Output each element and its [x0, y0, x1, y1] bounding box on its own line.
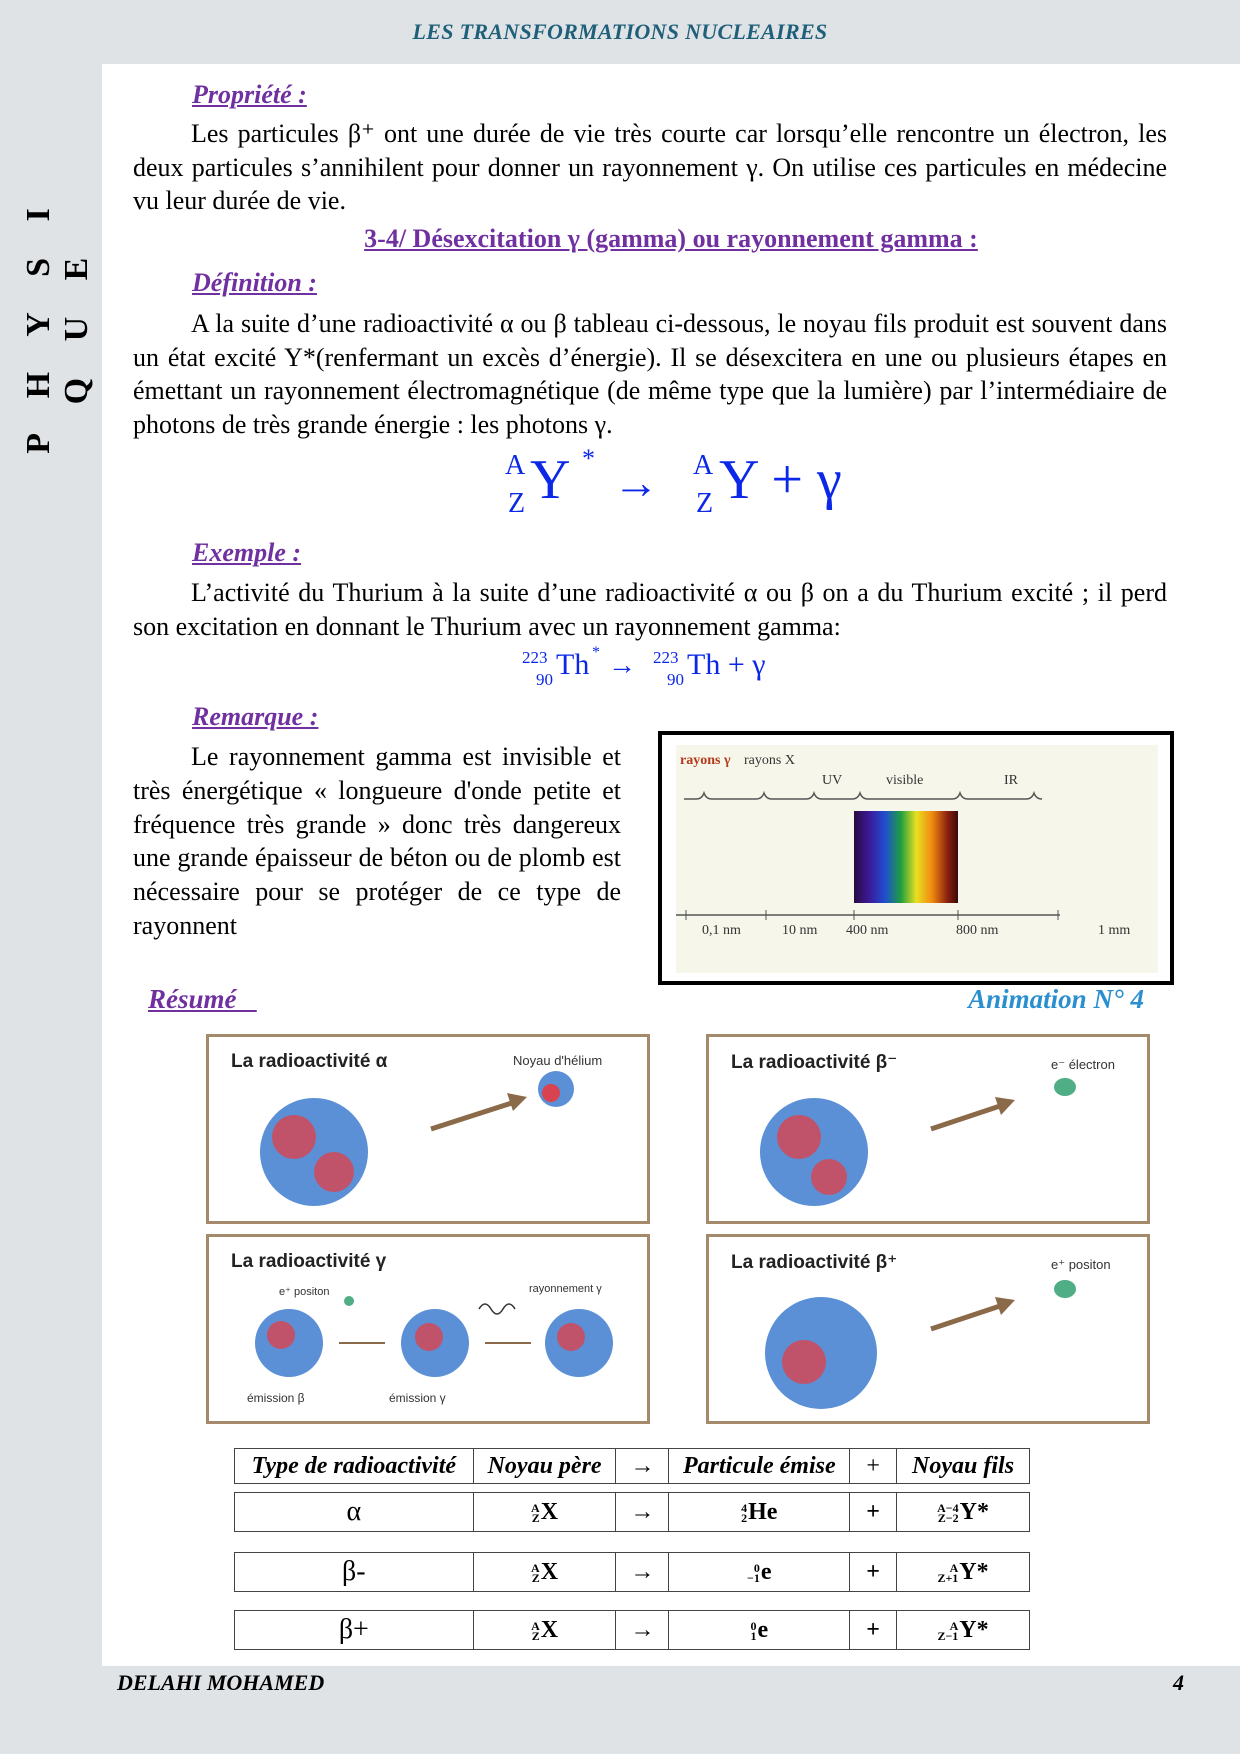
- label-10nm: 10 nm: [782, 923, 818, 938]
- son-nuclide: Y*: [959, 1616, 989, 1643]
- remarque-heading: Remarque :: [192, 702, 319, 731]
- proton-cluster: [272, 1115, 316, 1159]
- label-800nm: 800 nm: [956, 923, 999, 938]
- label-1mm: 1 mm: [1098, 923, 1131, 938]
- table-row: [234, 1552, 1030, 1592]
- exemple-heading: Exemple :: [192, 538, 302, 567]
- eq1-mass-number: A: [505, 450, 526, 481]
- row-beta-plus-son: [897, 1611, 1030, 1650]
- panel-beta-minus-title: La radioactivité β⁻: [731, 1052, 898, 1073]
- sub: Z: [531, 1510, 540, 1525]
- th-arrow: →: [616, 1449, 669, 1484]
- propriete-heading: Propriété :: [192, 80, 307, 109]
- nucleus-alpha: [260, 1098, 368, 1206]
- propriete-text: Les particules β⁺ ont une durée de vie très courte car lorsqu’elle rencontre un électron, les deux particules s’annihilent pour donner un rayonnement γ. On utilise ces particules en médecine vu leur durée de vie.: [133, 119, 1167, 215]
- particle: He: [748, 1498, 778, 1525]
- row-alpha-son: [897, 1493, 1030, 1532]
- row-beta-minus-particle: [669, 1553, 850, 1592]
- row-beta-plus-plus: +: [850, 1611, 897, 1650]
- subject-label: [20, 164, 95, 484]
- th-type: Type de radioactivité: [235, 1449, 474, 1484]
- particle: e: [760, 1558, 772, 1585]
- eq2-mass-number-2: 223: [653, 648, 679, 667]
- visible-spectrum-bar: [854, 811, 958, 903]
- label-rayons-gamma: rayons γ: [680, 753, 731, 768]
- son-nuclide: Y*: [959, 1498, 989, 1525]
- panel-gamma-positon: e⁺ positon: [279, 1286, 330, 1298]
- gamma-illustration: [209, 1237, 649, 1423]
- label-visible: visible: [886, 773, 924, 788]
- resume-heading-text: Résumé: [148, 984, 237, 1014]
- panel-gamma: [206, 1234, 650, 1424]
- label-0-1nm: 0,1 nm: [702, 923, 741, 938]
- proton-cluster-bm-2: [811, 1159, 847, 1195]
- row-alpha-type: α: [235, 1493, 474, 1532]
- th-plus: +: [850, 1449, 897, 1484]
- sub: 2: [741, 1510, 748, 1525]
- subject-label-text: P H Y S I Q U E: [20, 194, 95, 454]
- row-beta-plus-father: [473, 1611, 616, 1650]
- table-header-row: [235, 1449, 1030, 1484]
- panel-alpha: [206, 1034, 650, 1224]
- sub: Z+1: [937, 1570, 959, 1585]
- sup: A−4: [937, 1500, 959, 1515]
- th-particle: Particule émise: [669, 1449, 850, 1484]
- resume-heading: [148, 984, 257, 1015]
- panel-gamma-title: La radioactivité γ: [231, 1251, 387, 1272]
- definition-heading: Définition :: [192, 268, 317, 297]
- spectrum-brace-line: [684, 793, 1042, 799]
- equation-desexcitation: [505, 444, 865, 528]
- sup: A: [531, 1560, 540, 1575]
- th-son: Noyau fils: [897, 1449, 1030, 1484]
- equation-thorium: [522, 644, 802, 694]
- gamma-protons-1: [267, 1321, 295, 1349]
- beta-minus-arrow: [931, 1103, 1009, 1129]
- row-beta-minus-type: β-: [235, 1553, 474, 1592]
- gamma-protons-3: [557, 1323, 585, 1351]
- page-header: LES TRANSFORMATIONS NUCLEAIRES: [412, 19, 828, 44]
- proton-cluster-bp: [782, 1340, 826, 1384]
- eq2-star: *: [592, 644, 600, 661]
- remarque-text: Le rayonnement gamma est invisible et très énergétique « longueure d'onde petite et fréquence très grande » donc très dangereux une grande épaisseur de béton ou de plomb est nécessaire pour se protéger de ce type de rayonnent: [133, 742, 621, 940]
- label-ir: IR: [1004, 773, 1018, 788]
- label-rayons-x: rayons X: [744, 753, 795, 768]
- eq2-atomic-number: 90: [536, 670, 553, 689]
- spectrum-image: [676, 745, 1158, 973]
- animation-link[interactable]: Animation N° 4: [968, 984, 1144, 1014]
- section-title: 3-4/ Désexcitation γ (gamma) ou rayonnement gamma :: [364, 224, 978, 253]
- beta-plus-illustration: [709, 1237, 1149, 1423]
- sub: −1: [747, 1570, 760, 1585]
- footer-author: DELAHI MOHAMED: [117, 1670, 325, 1695]
- nuclide: X: [540, 1498, 559, 1525]
- sub: Z: [531, 1628, 540, 1643]
- table-row: [234, 1492, 1030, 1532]
- beta-minus-arrowhead: [995, 1097, 1015, 1115]
- sub: Z−1: [937, 1628, 959, 1643]
- sup: A: [949, 1560, 959, 1575]
- gamma-protons-2: [415, 1323, 443, 1351]
- sidebar: [0, 64, 102, 1664]
- proton-cluster-bm: [777, 1115, 821, 1159]
- nuclide: X: [540, 1616, 559, 1643]
- row-alpha-father: [473, 1493, 616, 1532]
- panel-beta-plus-title: La radioactivité β⁺: [731, 1252, 898, 1273]
- sup: A: [949, 1618, 959, 1633]
- panel-alpha-title: La radioactivité α: [231, 1051, 388, 1072]
- eq1-Y-excited: Y: [530, 449, 571, 511]
- label-uv: UV: [822, 773, 843, 788]
- sup: 0: [753, 1560, 760, 1575]
- row-alpha-plus: +: [850, 1493, 897, 1532]
- definition-text: A la suite d’une radioactivité α ou β tableau ci-dessous, le noyau fils produit est souvent dans un état excité Y*(renfermant un excès d’énergie). Il se désexcitera en une ou plusieurs étapes en émettant un rayonnement électromagnétique (de même type que la lumière) par l’intermédiaire de photons de très grande énergie : les photons γ.: [133, 309, 1167, 439]
- sub: 1: [750, 1628, 757, 1643]
- panel-gamma-emission-gamma: émission γ: [389, 1391, 446, 1405]
- label-400nm: 400 nm: [846, 923, 889, 938]
- eq2-Th-excited: Th: [556, 648, 590, 681]
- gamma-positon: [344, 1296, 354, 1306]
- row-beta-minus-son: [897, 1553, 1030, 1592]
- alpha-arrowhead: [507, 1093, 527, 1111]
- eq1-mass-number-2: A: [693, 450, 714, 481]
- row-alpha-arrow: →: [616, 1493, 669, 1532]
- panel-beta-minus: [706, 1034, 1150, 1224]
- alpha-illustration: [209, 1037, 649, 1223]
- sup: 0: [750, 1618, 757, 1633]
- row-beta-plus-particle: [669, 1611, 850, 1650]
- sup: A: [531, 1618, 540, 1633]
- eq1-atomic-number-2: Z: [696, 488, 714, 519]
- panel-beta-minus-label: e⁻ électron: [1051, 1057, 1115, 1072]
- beta-minus-illustration: [709, 1037, 1149, 1223]
- row-beta-minus-arrow: →: [616, 1553, 669, 1592]
- eq1-atomic-number: Z: [508, 488, 526, 519]
- eq1-star: *: [582, 444, 595, 473]
- eq2-arrow: →: [608, 650, 636, 681]
- panel-beta-plus-label: e⁺ positon: [1051, 1257, 1111, 1272]
- table-row: [234, 1610, 1030, 1650]
- exemple-text: L’activité du Thurium à la suite d’une radioactivité α ou β on a du Thurium excité ; il perd son excitation en donnant le Thurium avec un rayonnement gamma:: [133, 578, 1167, 641]
- alpha-arrow: [431, 1100, 521, 1129]
- eq2-rhs: Th + γ: [687, 648, 766, 681]
- son-nuclide: Y*: [959, 1558, 989, 1585]
- eq2-mass-number: 223: [522, 648, 548, 667]
- helium-proton: [542, 1084, 560, 1102]
- sup: A: [531, 1500, 540, 1515]
- gamma-wave: [479, 1304, 515, 1314]
- row-beta-minus-father: [473, 1553, 616, 1592]
- panel-gamma-ray: rayonnement γ: [529, 1283, 602, 1295]
- panel-beta-plus: [706, 1234, 1150, 1424]
- footer-page-number: 4: [1173, 1670, 1184, 1695]
- sub: Z−2: [937, 1510, 959, 1525]
- positon: [1054, 1280, 1076, 1298]
- beta-plus-arrowhead: [995, 1297, 1015, 1315]
- proton-cluster-2: [314, 1152, 354, 1192]
- eq1-rhs: Y + γ: [719, 449, 842, 511]
- row-beta-plus-type: β+: [235, 1611, 474, 1650]
- eq1-arrow: →: [613, 457, 659, 508]
- nuclide: X: [540, 1558, 559, 1585]
- panel-gamma-emission-beta: émission β: [247, 1391, 305, 1405]
- eq2-atomic-number-2: 90: [667, 670, 684, 689]
- particle: e: [757, 1616, 769, 1643]
- sub: Z: [531, 1570, 540, 1585]
- radioactivity-table: [234, 1448, 1030, 1484]
- beta-plus-arrow: [931, 1303, 1009, 1329]
- row-alpha-particle: [669, 1493, 850, 1532]
- panel-alpha-label: Noyau d'hélium: [513, 1053, 603, 1068]
- row-beta-minus-plus: +: [850, 1553, 897, 1592]
- sup: 4: [741, 1500, 748, 1515]
- electron: [1054, 1078, 1076, 1096]
- th-father: Noyau père: [473, 1449, 616, 1484]
- spectrum-figure: [658, 731, 1174, 985]
- row-beta-plus-arrow: →: [616, 1611, 669, 1650]
